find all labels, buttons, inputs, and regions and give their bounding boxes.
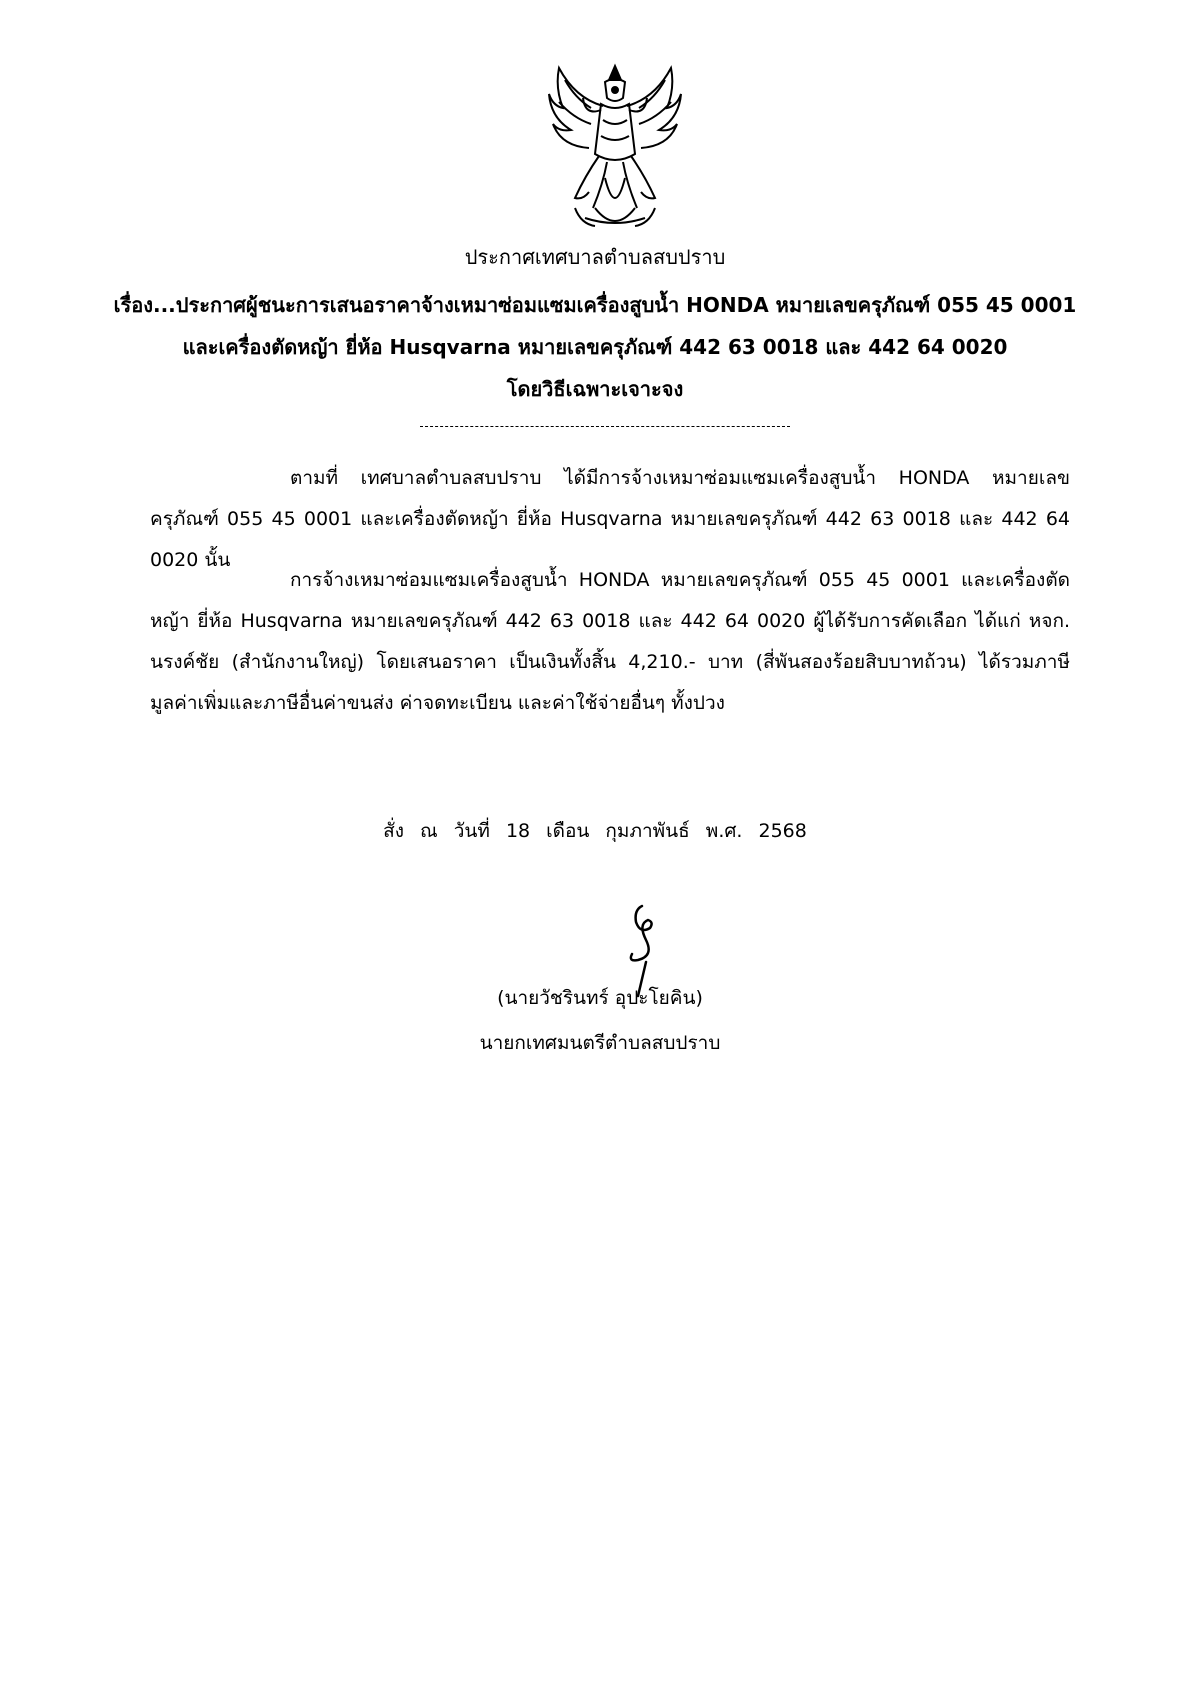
subject-line-1: เรื่อง...ประกาศผู้ชนะการเสนอราคาจ้างเหมาซ่อมแซมเครื่องสูบน้ำ HONDA หมายเลขครุภัณฑ์ 055 45 0001 bbox=[113, 293, 1077, 317]
separator-line bbox=[420, 426, 790, 427]
announcement-title: ประกาศเทศบาลตำบลสบปราบ bbox=[464, 245, 726, 269]
garuda-emblem-icon bbox=[545, 58, 685, 233]
signer-name: (นายวัชรินทร์ อุปะโยคิน) bbox=[497, 987, 703, 1009]
body-paragraph-2: การจ้างเหมาซ่อมแซมเครื่องสูบน้ำ HONDA หมายเลขครุภัณฑ์ 055 45 0001 และเครื่องตัดหญ้า ยี่ห้อ Husqvarna หมายเลขครุภัณฑ์ 442 63 0018 และ 442 64 0020 ผู้ได้รับการคัดเลือก ได้แก่ หจก. นรงค์ชัย (สำนักงานใหญ่) โดยเสนอราคา เป็นเงินทั้งสิ้น 4,210.- บาท (สี่พันสองร้อยสิบบาทถ้วน) ได้รวมภาษีมูลค่าเพิ่มและภาษีอื่นค่าขนส่ง ค่าจดทะเบียน และค่าใช้จ่ายอื่นๆ ทั้งปวง bbox=[150, 569, 1070, 714]
subject-line-3: โดยวิธีเฉพาะเจาะจง bbox=[506, 377, 684, 401]
subject-line-2: และเครื่องตัดหญ้า ยี่ห้อ Husqvarna หมายเลขครุภัณฑ์ 442 63 0018 และ 442 64 0020 bbox=[182, 335, 1008, 359]
body-paragraph-1: ตามที่ เทศบาลตำบลสบปราบ ได้มีการจ้างเหมาซ่อมแซมเครื่องสูบน้ำ HONDA หมายเลขครุภัณฑ์ 055 45 0001 และเครื่องตัดหญ้า ยี่ห้อ Husqvarna หมายเลขครุภัณฑ์ 442 63 0018 และ 442 64 0020 นั้น bbox=[150, 467, 1070, 571]
issue-date: สั่ง ณ วันที่ 18 เดือน กุมภาพันธ์ พ.ศ. 2568 bbox=[383, 820, 807, 842]
signer-position: นายกเทศมนตรีตำบลสบปราบ bbox=[479, 1032, 721, 1054]
